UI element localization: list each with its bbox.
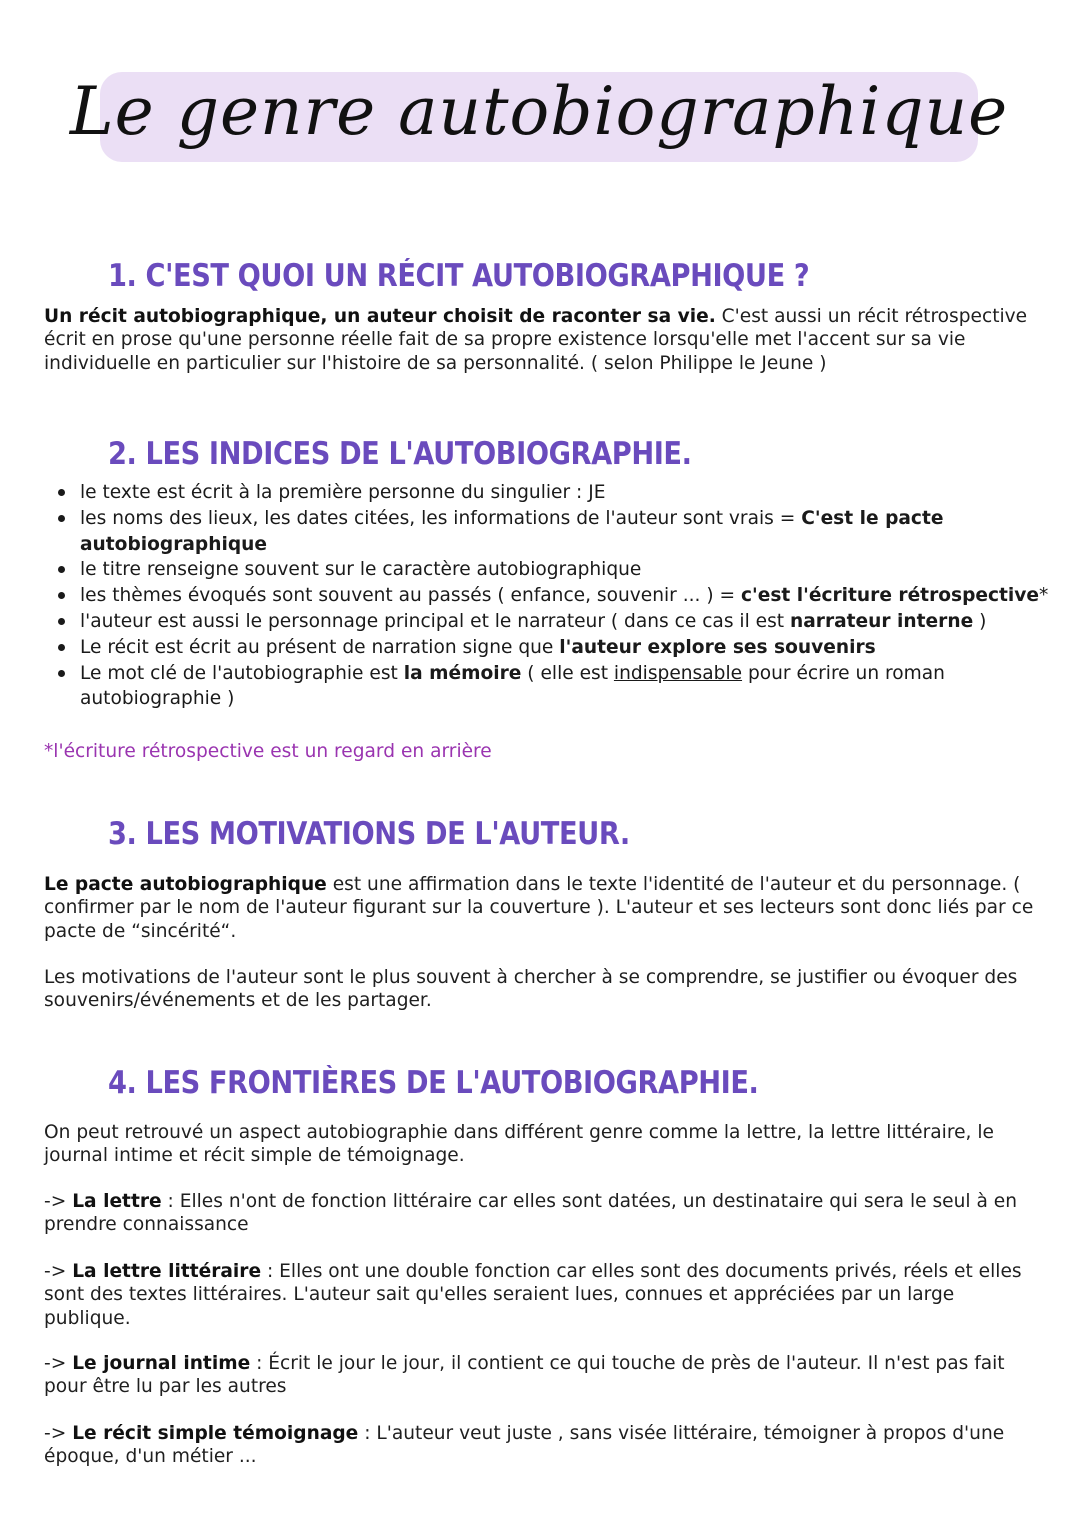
indices-list	[44, 480, 1080, 712]
section-3-paragraph-1: Le pacte autobiographique est une affirmation dans le texte l'identité de l'auteur et du personnage. ( confirmer par le nom de l'auteur figurant sur la couverture ). L'auteur et ses lecteurs sont donc liés par ce pacte de “sincérité“.	[44, 874, 1034, 942]
frontier-item-recit: -> Le récit simple témoignage : L'auteur veut juste , sans visée littéraire, témoigner à propos d'une époque, d'un métier ...	[44, 1423, 1005, 1468]
section-4-intro: On peut retrouvé un aspect autobiographie dans différent genre comme la lettre, la lettre littéraire, le journal intime et récit simple de témoignage.	[44, 1122, 994, 1167]
list-item: Le mot clé de l'autobiographie est la mémoire ( elle est indispensable pour écrire un roman autobiographie )	[80, 661, 1080, 713]
list-item: les thèmes évoqués sont souvent au passés ( enfance, souvenir ... ) = c'est l'écriture rétrospective*	[80, 583, 1080, 609]
section-1-text: C'est aussi un récit rétrospective écrit en prose qu'une personne réelle fait de sa propre existence lorsqu'elle met l'accent sur sa vie individuelle en particulier sur l'histoire de sa personnalité. ( selon Philippe le Jeune )	[44, 306, 1028, 374]
frontier-item-lettre-litteraire: -> La lettre littéraire : Elles ont une double fonction car elles sont des documents privés, réels et elles sont des textes littéraires. L'auteur sait qu'elles seraient lues, connues et appréciées par un large publique.	[44, 1261, 1022, 1329]
list-item: le texte est écrit à la première personne du singulier : JE	[80, 480, 1080, 506]
section-4-heading: 4. LES FRONTIÈRES DE L'AUTOBIOGRAPHIE.	[108, 1065, 759, 1101]
section-3-paragraph-2: Les motivations de l'auteur sont le plus souvent à chercher à se comprendre, se justifier ou évoquer des souvenirs/événements et de les partager.	[44, 967, 1018, 1012]
frontier-item-journal: -> Le journal intime : Écrit le jour le jour, il contient ce qui touche de près de l'auteur. Il n'est pas fait pour être lu par les autres	[44, 1353, 1005, 1398]
list-item: les noms des lieux, les dates citées, les informations de l'auteur sont vrais = C'est le pacte autobiographique	[80, 506, 1080, 558]
list-item: Le récit est écrit au présent de narration signe que l'auteur explore ses souvenirs	[80, 635, 1080, 661]
title-banner	[69, 72, 1009, 162]
footnote: *l'écriture rétrospective est un regard en arrière	[44, 741, 492, 762]
section-3-heading: 3. LES MOTIVATIONS DE L'AUTEUR.	[108, 816, 630, 852]
section-1-bold: Un récit autobiographique, un auteur choisit de raconter sa vie.	[44, 306, 716, 327]
section-1-paragraph	[44, 305, 1044, 375]
section-2-heading: 2. LES INDICES DE L'AUTOBIOGRAPHIE.	[108, 436, 692, 472]
section-1-heading: 1. C'EST QUOI UN RÉCIT AUTOBIOGRAPHIQUE ?	[108, 258, 810, 294]
frontier-item-lettre: -> La lettre : Elles n'ont de fonction littéraire car elles sont datées, un destinataire qui sera le seul à en prendre connaissance	[44, 1191, 1017, 1236]
list-item: le titre renseigne souvent sur le caractère autobiographique	[80, 557, 1080, 583]
page-title: Le genre autobiographique	[69, 72, 1009, 150]
list-item: l'auteur est aussi le personnage principal et le narrateur ( dans ce cas il est narrateur interne )	[80, 609, 1080, 635]
